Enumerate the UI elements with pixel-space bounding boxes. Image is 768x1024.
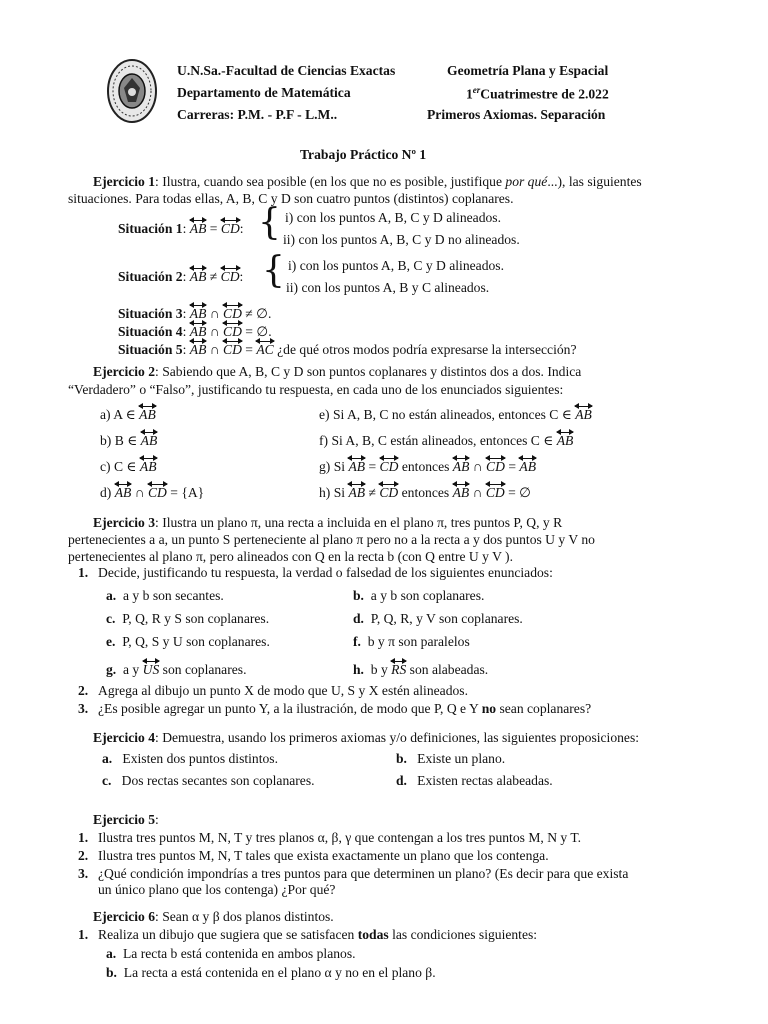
situacion-2: Situación 2: AB ≠ CD: [118, 268, 243, 284]
line-rs: RS [391, 661, 406, 677]
line-cd: CD [486, 458, 505, 474]
line-cd: CD [223, 323, 242, 339]
ej1-line1 [93, 175, 642, 189]
term-number: 1 [466, 86, 473, 102]
ej4-item-b: b. Existe un plano. [396, 751, 506, 766]
brace-s2: { [262, 250, 285, 291]
line-ab: AB [190, 220, 207, 236]
ej2-b: b) B ∈ AB [100, 432, 157, 448]
line-cd: CD [379, 484, 398, 500]
line-cd: CD [223, 305, 242, 321]
ej5-num-1: 1. [78, 830, 89, 845]
university-seal-logo [106, 58, 158, 124]
line-cd: CD [148, 484, 167, 500]
ej2-c: c) C ∈ AB [100, 458, 157, 474]
header-department: Departamento de Matemática [177, 85, 351, 100]
ej3-q3: ¿Es posible agregar un punto Y, a la ilustración, de modo que P, Q e Y no sean coplanares? [98, 701, 592, 716]
line-ab: AB [348, 484, 365, 500]
line-cd: CD [221, 268, 240, 284]
ej3-label: Ejercicio 3 [93, 515, 156, 530]
s3-end: ≠ ∅. [241, 306, 272, 321]
line-ab: AB [190, 341, 207, 357]
ej6-text1: : Sean α y β dos planos distintos. [155, 909, 334, 924]
ej4-text1: : Demuestra, usando los primeros axiomas y/o definiciones, las siguientes proposiciones: [155, 730, 640, 745]
ej3-line3: pertenecientes al plano π, pero alineados con Q en la recta b (con Q entre U y V ). [68, 549, 513, 564]
s1-case-ii: ii) con los puntos A, B, C y D no alineados. [283, 232, 520, 247]
ej3-item-f: f. b y π son paralelos [353, 634, 470, 649]
ej6-item-a: a. La recta b está contenida en ambos planos. [106, 946, 356, 961]
ej1-text1-end: ...), las siguientes [547, 174, 642, 189]
s2-case-ii: ii) con los puntos A, B y C alineados. [286, 280, 490, 295]
ej6-label: Ejercicio 6 [93, 909, 156, 924]
ej2-line1 [93, 365, 581, 379]
ej3-item-b: b. a y b son coplanares. [353, 588, 485, 603]
ej2-g: g) Si AB = CD entonces AB ∩ CD = AB [319, 458, 536, 474]
line-ab: AB [190, 268, 207, 284]
ej3-num-1: 1. [78, 565, 89, 580]
s2-case-i: i) con los puntos A, B, C y D alineados. [288, 258, 504, 273]
line-us: US [143, 661, 160, 677]
ej2-h: h) Si AB ≠ CD entonces AB ∩ CD = ∅ [319, 484, 531, 500]
s2-neq: ≠ [209, 269, 221, 284]
line-ab: AB [557, 432, 574, 448]
ej1-text1: : Ilustra, cuando sea posible (en los que no es posible, justifique [155, 174, 506, 189]
ej1-italic: por qué [505, 174, 548, 189]
line-ab: AB [140, 458, 157, 474]
ej6-item-b: b. La recta a está contenida en el plano α y no en el plano β. [106, 965, 436, 980]
situacion-4: Situación 4: AB ∩ CD = ∅. [118, 323, 272, 339]
line-cd: CD [223, 341, 242, 357]
brace-s1: { [258, 202, 281, 243]
line-cd: CD [380, 458, 399, 474]
ej3-item-h: h. b y RS son alabeadas. [353, 661, 488, 677]
ej2-f: f) Si A, B, C están alineados, entonces C ∈ AB [319, 432, 573, 448]
ej5-num-3: 3. [78, 866, 89, 881]
s4-cap: ∩ [206, 324, 224, 339]
s1-eq: = [209, 221, 221, 236]
ej1-line2: situaciones. Para todas ellas, A, B, C y D son cuatro puntos (distintos) coplanares. [68, 191, 514, 206]
ej4-item-d: d. Existen rectas alabeadas. [396, 773, 553, 788]
ej1-label: Ejercicio 1 [93, 174, 156, 189]
ej2-label: Ejercicio 2 [93, 364, 156, 379]
ej3-item-d: d. P, Q, R, y V son coplanares. [353, 611, 523, 626]
line-ab: AB [115, 484, 132, 500]
line-ab: AB [141, 432, 158, 448]
ej3-line2: pertenecientes a a, un punto S perteneciente al plano π pero no a la recta a y dos puntos U y V no [68, 532, 595, 547]
ej2-line2: “Verdadero” o “Falso”, justificando tu respuesta, en cada uno de los enunciados siguientes: [68, 382, 564, 397]
ej3-item-c: c. P, Q, R y S son coplanares. [106, 611, 270, 626]
ej3-item-g: g. a y US son coplanares. [106, 661, 246, 677]
header-term [466, 86, 609, 101]
ej3-item-e: e. P, Q, S y U son coplanares. [106, 634, 270, 649]
term-rest: Cuatrimestre de 2.022 [480, 86, 609, 102]
s4-end: = ∅. [241, 324, 272, 339]
line-cd: CD [221, 220, 240, 236]
ej3-num-3: 3. [78, 701, 89, 716]
line-ab: AB [190, 305, 207, 321]
line-ab: AB [190, 323, 207, 339]
line-ab: AB [348, 458, 365, 474]
situacion-5: Situación 5: AB ∩ CD = AC ¿de qué otros modos podría expresarse la intersección? [118, 341, 576, 357]
ej4-item-c: c. Dos rectas secantes son coplanares. [102, 773, 315, 788]
ej3-item-a: a. a y b son secantes. [106, 588, 224, 603]
header-faculty: U.N.Sa.-Facultad de Ciencias Exactas [177, 63, 396, 78]
ej5-q1: Ilustra tres puntos M, N, T y tres planos α, β, γ que contengan a los tres puntos M, N y T. [98, 830, 582, 845]
term-sup: er [472, 85, 481, 95]
s5-end: ¿de qué otros modos podría expresarse la intersección? [273, 342, 577, 357]
situacion-3: Situación 3: AB ∩ CD ≠ ∅. [118, 305, 271, 321]
line-cd: CD [486, 484, 505, 500]
ej5-q3b: un único plano que los contenga) ¿Por qué? [98, 882, 336, 897]
ej4-item-a: a. Existen dos puntos distintos. [102, 751, 278, 766]
situacion-1: Situación 1: AB = CD: [118, 220, 244, 236]
ej2-a: a) A ∈ AB [100, 406, 156, 422]
page-title: Trabajo Práctico Nº 1 [300, 147, 427, 162]
ej6-q1: Realiza un dibujo que sugiera que se satisfacen todas las condiciones siguientes: [98, 927, 538, 942]
header-topic: Primeros Axiomas. Separación [427, 107, 606, 122]
line-ab: AB [139, 406, 156, 422]
ej3-q2: Agrega al dibujo un punto X de modo que U, S y X estén alineados. [98, 683, 468, 698]
s4-label: Situación 4 [118, 324, 183, 339]
s3-cap: ∩ [206, 306, 224, 321]
line-ab: AB [575, 406, 592, 422]
ej2-d: d) AB ∩ CD = {A} [100, 484, 204, 500]
s5-cap: ∩ [206, 342, 224, 357]
s1-label: Situación 1 [118, 221, 183, 236]
line-ab: AB [453, 484, 470, 500]
ej2-e: e) Si A, B, C no están alineados, entonces C ∈ AB [319, 406, 592, 422]
s3-label: Situación 3 [118, 306, 183, 321]
header-course: Geometría Plana y Espacial [447, 63, 609, 78]
s2-label: Situación 2 [118, 269, 183, 284]
ej5-q2: Ilustra tres puntos M, N, T tales que exista exactamente un plano que los contenga. [98, 848, 549, 863]
ej6-line1 [93, 910, 334, 924]
line-ac: AC [256, 341, 273, 357]
ej4-label: Ejercicio 4 [93, 730, 156, 745]
s1-case-i: i) con los puntos A, B, C y D alineados. [285, 210, 501, 225]
ej6-num-1: 1. [78, 927, 89, 942]
ej2-text1: : Sabiendo que A, B, C y D son puntos coplanares y distintos dos a dos. Indica [155, 364, 582, 379]
ej3-q1: Decide, justificando tu respuesta, la verdad o falsedad de los siguientes enunciados: [98, 565, 553, 580]
ej5-title: Ejercicio 5: [93, 812, 159, 827]
header-careers: Carreras: P.M. - P.F - L.M.. [177, 107, 338, 122]
ej5-label: Ejercicio 5 [93, 812, 156, 827]
ej4-line1 [93, 731, 639, 745]
ej5-q3a: ¿Qué condición impondrías a tres puntos para que determinen un plano? (Es decir para que exista [98, 866, 629, 881]
ej3-line1 [93, 516, 562, 530]
ej3-num-2: 2. [78, 683, 89, 698]
ej3-text1: : Ilustra un plano π, una recta a incluida en el plano π, tres puntos P, Q, y R [155, 515, 563, 530]
line-ab: AB [519, 458, 536, 474]
s5-label: Situación 5 [118, 342, 183, 357]
line-ab: AB [453, 458, 470, 474]
ej5-num-2: 2. [78, 848, 89, 863]
